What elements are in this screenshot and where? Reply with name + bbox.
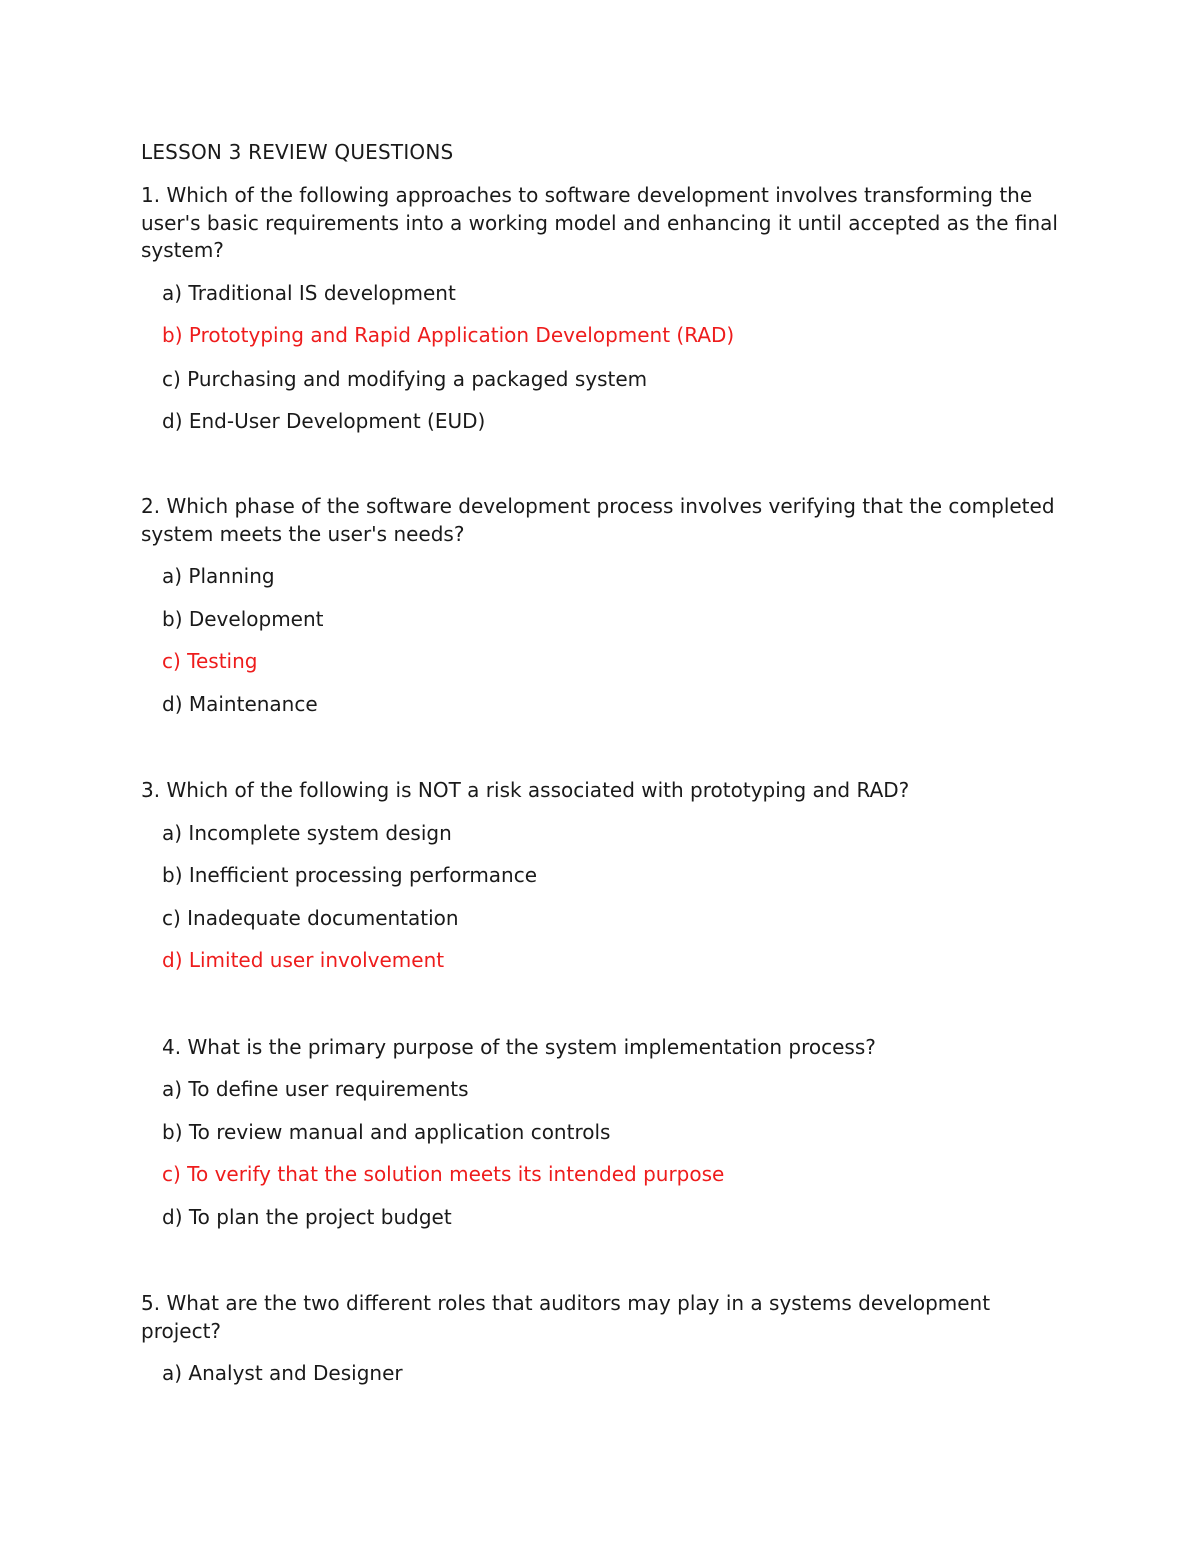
question-4-text: 4. What is the primary purpose of the system implementation process? — [162, 1035, 876, 1059]
question-4-option-a: a) To define user requirements — [162, 1077, 469, 1101]
question-1-option-a: a) Traditional IS development — [162, 281, 456, 305]
question-1-option-d: d) End-User Development (EUD) — [162, 409, 486, 433]
question-4-option-c-correct: c) To verify that the solution meets its intended purpose — [162, 1162, 725, 1186]
question-4-option-b: b) To review manual and application controls — [162, 1120, 611, 1144]
question-3-option-c: c) Inadequate documentation — [162, 906, 459, 930]
question-3-option-d-correct: d) Limited user involvement — [162, 948, 445, 972]
question-1-option-c: c) Purchasing and modifying a packaged system — [162, 367, 648, 391]
question-1-text: 1. Which of the following approaches to software development involves transforming the user's basic requirements into a working model and enhancing it until accepted as the final system? — [141, 183, 1058, 262]
question-2-option-c-correct: c) Testing — [162, 649, 258, 673]
question-5-text: 5. What are the two different roles that auditors may play in a systems development project? — [141, 1291, 991, 1343]
question-2-text: 2. Which phase of the software development process involves verifying that the completed system meets the user's needs? — [141, 494, 1055, 546]
question-2-option-a: a) Planning — [162, 564, 275, 588]
document-title: LESSON 3 REVIEW QUESTIONS — [141, 140, 454, 164]
question-3-option-b: b) Inefficient processing performance — [162, 863, 538, 887]
question-2-option-d: d) Maintenance — [162, 692, 318, 716]
question-3-option-a: a) Incomplete system design — [162, 821, 452, 845]
question-2-option-b: b) Development — [162, 607, 324, 631]
question-1-option-b-correct: b) Prototyping and Rapid Application Development (RAD) — [162, 323, 735, 347]
question-5-option-a: a) Analyst and Designer — [162, 1361, 403, 1385]
question-3-text: 3. Which of the following is NOT a risk associated with prototyping and RAD? — [141, 778, 910, 802]
question-4-option-d: d) To plan the project budget — [162, 1205, 452, 1229]
